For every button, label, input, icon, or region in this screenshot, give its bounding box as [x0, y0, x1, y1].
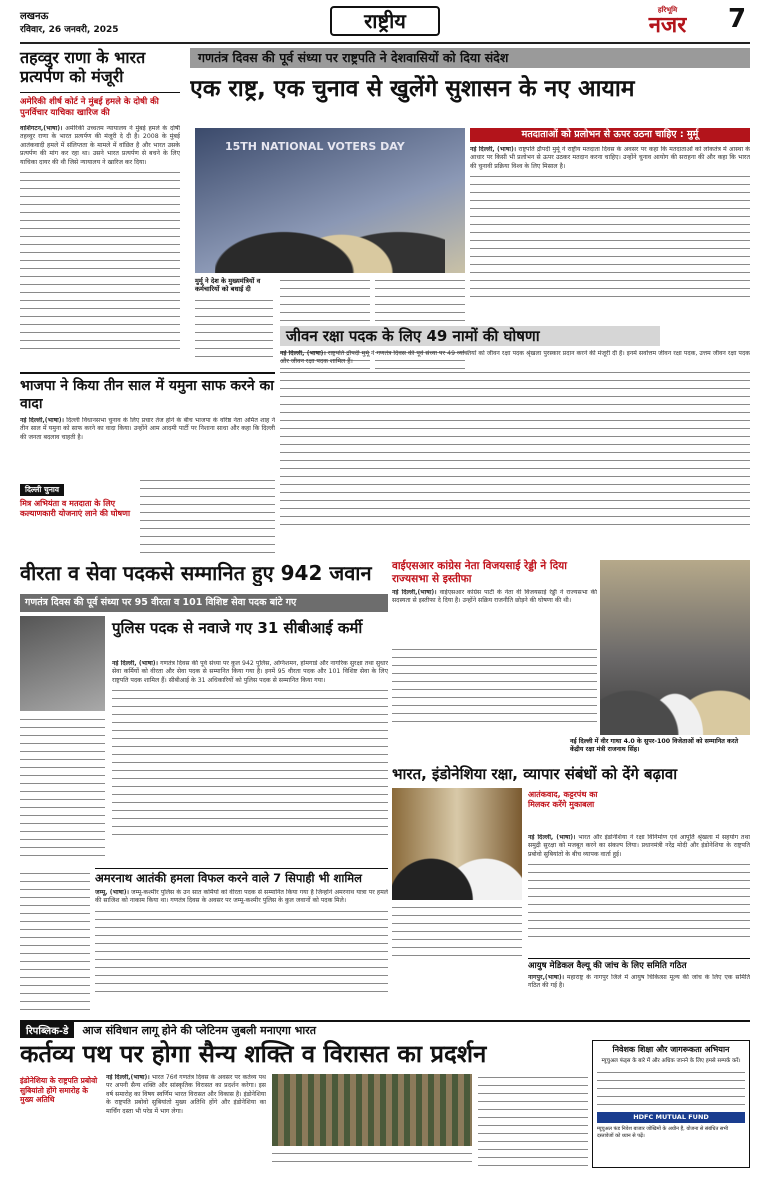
rana-story [20, 48, 180, 372]
ayush-box [528, 958, 750, 1018]
republic-kicker: आज संविधान लागू होने की प्लेटिनम जुबली मनाएगा भारत [82, 1023, 317, 1037]
yamuna-dateline: नई दिल्ली,(भाषा)। [20, 417, 64, 424]
hdfc-ad [592, 1040, 750, 1168]
jeevan-headline: जीवन रक्षा पदक के लिए 49 नामों की घोषणा [280, 326, 660, 346]
amarnath-body [95, 889, 388, 1019]
ad-bank: HDFC MUTUAL FUND [597, 1112, 745, 1123]
indonesia-dateline: नई दिल्ली, (भाषा)। [528, 834, 576, 841]
congress-subhead: वाईएसआर कांग्रेस नेता विजयसाई रेड्डी ने दिया राज्यसभा से इस्तीफा [392, 560, 567, 585]
jeevan-filler [280, 369, 750, 529]
photo-banner-text: 15TH NATIONAL VOTERS DAY [225, 140, 405, 153]
photo-figures [215, 178, 445, 273]
amarnath-dateline: जम्मू, (भाषा)। [95, 889, 129, 896]
indonesia-side-subhead: आतंकवाद, कट्टरपंथ का मिलकर करेंगे मुकाबला [528, 790, 598, 809]
president-photo [195, 128, 465, 273]
yamuna-body [20, 417, 275, 477]
paper-logo [620, 6, 715, 40]
voters-body [470, 146, 750, 326]
voters-filler [470, 173, 750, 303]
ad-note: म्यूचुअल फंड निवेश बाजार जोखिमों के अधीन हैं, योजना से संबंधित सभी दस्तावेजों को ध्यान से पढ़ें। [597, 1126, 729, 1139]
ad-filler [597, 1069, 745, 1109]
police-left-filler [20, 716, 105, 861]
amarnath-filler [95, 908, 388, 998]
photo-figure-shapes [600, 625, 750, 735]
police-headline: पुलिस पदक से नवाजे गए 31 सीबीआई कर्मी [112, 619, 363, 637]
voters-dateline: नई दिल्ली, (भाषा)। [470, 146, 517, 153]
jeevan-text: राष्ट्रपति द्रौपदी मुर्मू ने गणतंत्र दिवस की पूर्व संध्या पर 49 व्यक्तियों को जीवन रक्षा पदक श्रृंखला पुरस्कार प्रदान करने की मंजूरी दी है। इनमें सर्वोत्तम जीवन रक्षा पदक, उत्तम जीवन रक्षा पदक और जीवन रक्षा पदक शामिल हैं। [280, 350, 750, 366]
republic-subhead: इंडोनेशिया के राष्ट्रपति प्रबोवो सुबियांतो होंगे समारोह के मुख्य अतिथि [20, 1076, 98, 1104]
jeevan-dateline: नई दिल्ली, (भाषा)। [280, 350, 326, 357]
rana-text: अमेरिकी उच्चतम न्यायालय ने मुंबई हमले के दोषी तहव्वुर राणा के भारत प्रत्यर्पण की मंजूरी दे दी है। 2008 के मुंबई आतंकवादी हमले में संलिप्तता के मामले में वांछित है और भारत उसके प्रत्यर्पण की मांग कर रहा था। उसने भारत प्रत्यर्पण से बचने के लिए याचिका दायर की थी जिसे न्यायालय ने खारिज कर दिया। [20, 125, 180, 166]
congress-dateline: नई दिल्ली,(भाषा)। [392, 589, 437, 596]
police-body [112, 660, 388, 860]
yamuna-story [20, 372, 275, 557]
caption-filler [195, 297, 273, 357]
rana-subhead: अमेरिकी शीर्ष कोर्ट ने मुंबई हमले के दोषी की पुनर्विचार याचिका खारिज की [20, 92, 180, 119]
ayush-headline: आयुष मेडिकल वैल्यू की जांच के लिए समिति गठित [528, 961, 687, 971]
left-col-filler [20, 870, 90, 1015]
indonesia-story [392, 764, 750, 1019]
police-photo [20, 616, 105, 711]
amarnath-text: जम्मू-कश्मीर पुलिस के उन सात कर्मियों को वीरता पदक से सम्मानित किया गया है जिन्होंने अमरनाथ यात्रा पर हमले की साजिश को नाकाम किया था। गणतंत्र दिवस के अवसर पर जम्मू-कश्मीर पुलिस के कुल जवानों को पदक मिले। [95, 889, 388, 905]
yamuna-tag: दिल्ली चुनाव [20, 484, 64, 496]
amarnath-story [95, 868, 388, 1018]
indonesia-text: भारत और इंडोनेशिया ने रक्षा विनिर्माण एवं आपूर्ति श्रृंखला में सहयोग तथा समुद्री सुरक्षा को मजबूत करने का संकल्प लिया। प्रधानमंत्री नरेंद्र मोदी और इंडोनेशिया के राष्ट्रपति प्रबोवो सुबियांतो के बीच व्यापक वार्ता हुई। [528, 834, 750, 858]
police-filler [112, 687, 388, 837]
jeevan-story [280, 326, 750, 556]
parade-photo [272, 1074, 472, 1146]
indonesia-filler [528, 861, 750, 941]
ayush-text: महाराष्ट्र के नागपुर जिले में आयुष चिकित्सा मूल्य की जांच के लिए एक समिति गठित की गई है। [528, 974, 750, 990]
yamuna-text: दिल्ली विधानसभा चुनाव के लिए प्रचार तेज होने के बीच भाजपा के वरिष्ठ नेता अमित शाह ने तीन साल में यमुना को साफ करने का वादा किया। उन्होंने आम आदमी पार्टी पर निशाना साधा और कहा कि दिल्ली की जनता बदलाव चाहती है। [20, 417, 275, 441]
yamuna-subhead: मित्र अभियंता व मतदाता के लिए कल्याणकारी योजनाएं लाने की घोषणा [20, 499, 131, 518]
paper-logo-small: हरिभूमि [657, 6, 678, 14]
rajnath-caption: नई दिल्ली में वीर गाथा 4.0 के सुपर-100 विजेताओं को सम्मानित करते केंद्रीय रक्षा मंत्री राजनाथ सिंह। [570, 738, 739, 753]
rana-body [20, 125, 180, 365]
yamuna-filler [140, 477, 275, 555]
masthead-date: रविवार, 26 जनवरी, 2025 [20, 25, 119, 35]
voters-text: राष्ट्रपति द्रौपदी मुर्मू ने राष्ट्रीय मतदाता दिवस के अवसर पर कहा कि मतदाताओं को लोकतंत्र में आस्था के आधार पर किसी भी प्रलोभन से ऊपर उठकर मतदान करना चाहिए। उन्होंने चुनाव आयोग की सराहना की और कहा कि भारत की चुनावी प्रक्रिया विश्व के लिए मिसाल है। [470, 146, 750, 170]
ayush-body [528, 974, 750, 1014]
republic-tag: रिपब्लिक-डे [20, 1022, 74, 1038]
banner-story [190, 48, 750, 138]
modi-prabowo-photo [392, 788, 522, 900]
photo-caption: मुर्मू ने देश के मुख्यमंत्रियों व कर्मचारियों को बधाई दी [195, 277, 261, 293]
indonesia-headline: भारत, इंडोनेशिया रक्षा, व्यापार संबंधों को देंगे बढ़ावा [392, 765, 678, 783]
rana-filler [20, 169, 180, 349]
yamuna-headline: भाजपा ने किया तीन साल में यमुना साफ करने का वादा [20, 372, 275, 413]
republic-headline: कर्तव्य पथ पर होगा सैन्य शक्ति व विरासत का प्रदर्शन [20, 1040, 487, 1068]
paper-logo-big: नजर [648, 13, 687, 38]
police-text: गणतंत्र दिवस की पूर्व संध्या पर कुल 942 पुलिस, अग्निशमन, होमगार्ड और नागरिक सुरक्षा तथा सुधार सेवा कर्मियों को वीरता और सेवा पदक से सम्मानित किया गया है। इनमें 95 वीरता पदक और 101 विशिष्ट सेवा के लिए राष्ट्रपति पदक शामिल हैं। सीबीआई के 31 अधिकारियों को पुलिस पदक से सम्मानित किया गया। [112, 660, 388, 684]
banner-kicker: गणतंत्र दिवस की पूर्व संध्या पर राष्ट्रपति ने देशवासियों को दिया संदेश [190, 48, 750, 68]
photo-people-shapes [392, 810, 522, 900]
amarnath-headline: अमरनाथ आतंकी हमला विफल करने वाले 7 सिपाही भी शामिल [95, 868, 388, 886]
indonesia-left-filler [392, 904, 522, 959]
ad-title: निवेशक शिक्षा और जागरूकता अभियान [612, 1045, 730, 1054]
veerta-kicker: गणतंत्र दिवस की पूर्व संध्या पर 95 वीरता व 101 विशिष्ट सेवा पदक बांटे गए [20, 594, 388, 612]
republic-text: भारत 76वें गणतंत्र दिवस के अवसर पर कर्तव्य पथ पर अपनी सैन्य शक्ति और सांस्कृतिक विरासत का प्रदर्शन करेगा। इस वर्ष समारोह का विषय स्वर्णिम भारत विरासत और विकास है। इंडोनेशिया के राष्ट्रपति प्रबोवो सुबियांतो मुख्य अतिथि होंगे और इंडोनेशिया का मार्चिंग दस्ता भी परेड में भाग लेगा। [106, 1074, 266, 1115]
masthead-rule [20, 42, 750, 44]
voters-story [470, 128, 750, 328]
indonesia-body [528, 834, 750, 954]
police-box [20, 616, 388, 866]
veerta-headline: वीरता व सेवा पदकसे सम्मानित हुए 942 जवान [20, 561, 372, 585]
rana-dateline: वाशिंगटन,(भाषा)। [20, 125, 63, 132]
photo-caption-block [195, 277, 273, 372]
republic-body [106, 1074, 266, 1168]
congress-body [392, 589, 597, 629]
republic-col-filler [272, 1150, 472, 1168]
page-number: 7 [728, 4, 747, 34]
ayush-dateline: नागपुर,(भाषा)। [528, 974, 565, 981]
masthead-city: लखनऊ [20, 11, 49, 22]
section-title: राष्ट्रीय [330, 6, 440, 36]
republic-dateline: नई दिल्ली,(भाषा)। [106, 1074, 150, 1081]
republic-bar [20, 1020, 750, 1038]
voters-subhead: मतदाताओं को प्रलोभन से ऊपर उठना चाहिए : मुर्मू [470, 128, 750, 142]
congress-text: वाईएसआर कांग्रेस पार्टी के नेता वी विजयसाई रेड्डी ने राज्यसभा की सदस्यता से इस्तीफा दे दिया है। उन्होंने सक्रिय राजनीति छोड़ने की घोषणा की थी। [392, 589, 597, 605]
banner-headline: एक राष्ट्र, एक चुनाव से खुलेंगे सुशासन के नए आयाम [190, 76, 635, 102]
rajnath-photo [600, 560, 750, 735]
police-dateline: नई दिल्ली, (भाषा)। [112, 660, 158, 667]
republic-right-filler [478, 1074, 588, 1168]
congress-filler [392, 646, 597, 726]
jeevan-body [280, 350, 750, 550]
rana-headline: तहव्वुर राणा के भारत प्रत्यर्पण को मंजूरी [20, 48, 146, 86]
ad-line1: म्यूचुअल फंड्स के बारे में और अधिक जानने के लिए हमसे सम्पर्क करें। [601, 1058, 741, 1064]
